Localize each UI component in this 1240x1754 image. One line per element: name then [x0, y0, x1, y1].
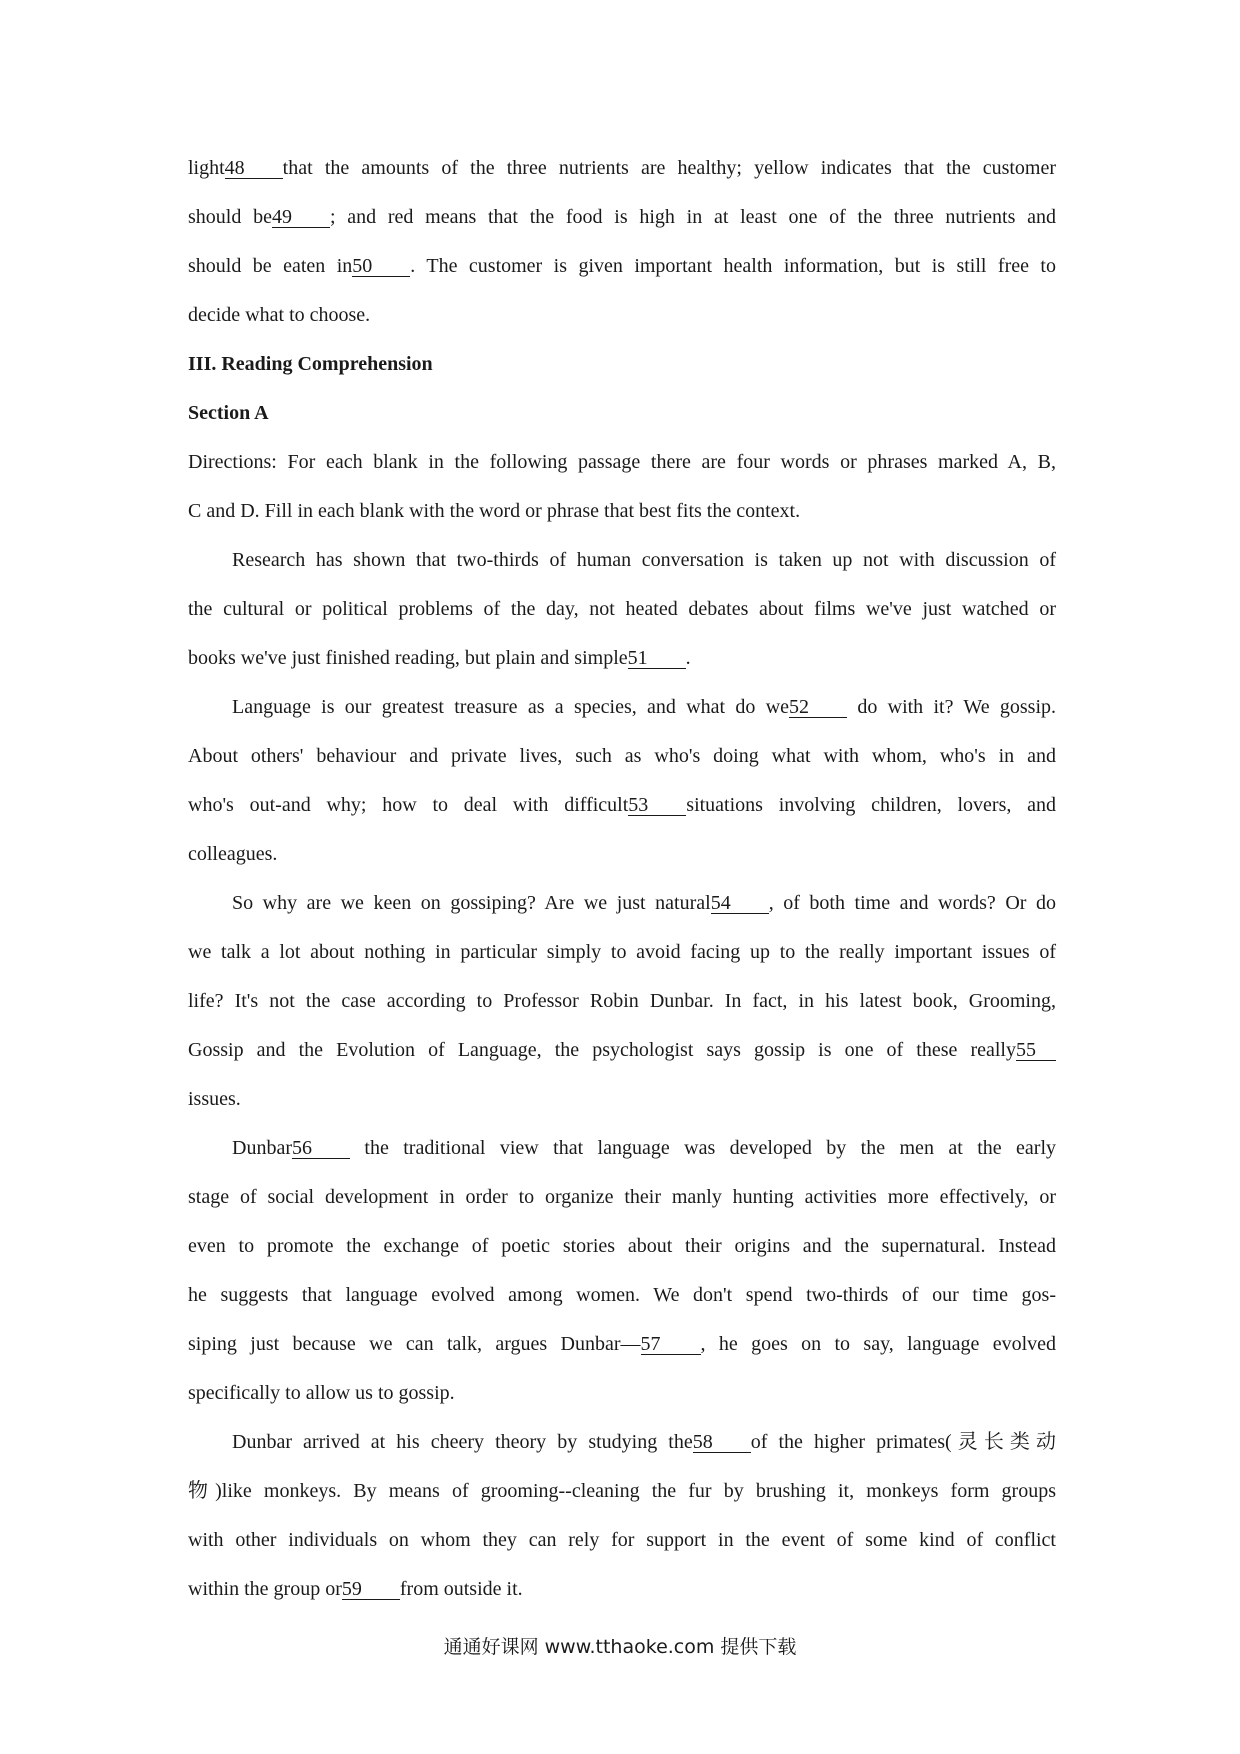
text-line: So why are we keen on gossiping? Are we just natural54 , of both time and words? Or do: [232, 892, 1057, 914]
subsection-title: Section A: [188, 402, 269, 424]
blank-55: 55: [1016, 1040, 1056, 1061]
text-line: life? It's not the case according to Professor Robin Dunbar. In fact, in his latest book, Grooming,: [188, 990, 1056, 1012]
page-content: [188, 156, 1056, 1626]
text-line: Language is our greatest treasure as a species, and what do we52 do with it? We gossip.: [232, 696, 1056, 718]
blank-52: 52: [789, 697, 847, 718]
blank-54: 54: [711, 893, 769, 914]
text-line: light48 that the amounts of the three nutrients are healthy; yellow indicates that the customer: [188, 157, 1056, 179]
text-line: issues.: [188, 1088, 241, 1110]
text-line: should be49 ; and red means that the food is high in at least one of the three nutrients and: [188, 206, 1057, 228]
blank-50: 50: [352, 256, 410, 277]
text-line: siping just because we can talk, argues Dunbar—57 , he goes on to say, language evolved: [188, 1333, 1057, 1355]
text-line: even to promote the exchange of poetic stories about their origins and the supernatural. Instead: [188, 1235, 1056, 1257]
text-line: should be eaten in50 . The customer is given important health information, but is still free to: [188, 255, 1056, 277]
blank-56: 56: [292, 1138, 350, 1159]
blank-53: 53: [628, 795, 686, 816]
blank-48: 48: [225, 158, 283, 179]
blank-57: 57: [641, 1334, 701, 1355]
text-line: Research has shown that two-thirds of human conversation is taken up not with discussion of: [232, 549, 1056, 571]
text-line: the cultural or political problems of the day, not heated debates about films we've just watched or: [188, 598, 1056, 620]
text-line: Dunbar56 the traditional view that language was developed by the men at the early: [232, 1137, 1057, 1159]
blank-51: 51: [628, 648, 686, 669]
text-line: stage of social development in order to organize their manly hunting activities more effectively, or: [188, 1186, 1056, 1208]
text-line: he suggests that language evolved among women. We don't spend two-thirds of our time gos-: [188, 1284, 1056, 1306]
text-line: decide what to choose.: [188, 304, 371, 326]
text-line: within the group or59 from outside it.: [188, 1578, 523, 1600]
text-line: with other individuals on whom they can rely for support in the event of some kind of conflict: [188, 1529, 1056, 1551]
text-line: books we've just finished reading, but plain and simple51 .: [188, 647, 691, 669]
text-line: Dunbar arrived at his cheery theory by studying the58 of the higher primates(灵长类动: [232, 1431, 1056, 1453]
blank-49: 49: [272, 207, 330, 228]
blank-59: 59: [342, 1579, 400, 1600]
page-footer: 通通好课网 www.tthaoke.com 提供下载: [443, 1636, 797, 1658]
text-line: specifically to allow us to gossip.: [188, 1382, 455, 1404]
blank-58: 58: [693, 1432, 751, 1453]
text-line: colleagues.: [188, 843, 278, 865]
directions-line: Directions: For each blank in the following passage there are four words or phrases marked A, B,: [188, 451, 1056, 473]
section-title: III. Reading Comprehension: [188, 353, 433, 375]
directions-line: C and D. Fill in each blank with the word or phrase that best fits the context.: [188, 500, 801, 522]
text-line: who's out-and why; how to deal with difficult53 situations involving children, lovers, and: [188, 794, 1056, 816]
text-line: About others' behaviour and private lives, such as who's doing what with whom, who's in and: [188, 745, 1056, 767]
text-line: 物)like monkeys. By means of grooming--cleaning the fur by brushing it, monkeys form groups: [188, 1480, 1056, 1502]
text-line: we talk a lot about nothing in particular simply to avoid facing up to the really important issues of: [188, 941, 1056, 963]
text-line: Gossip and the Evolution of Language, the psychologist says gossip is one of these really55: [188, 1038, 1056, 1087]
